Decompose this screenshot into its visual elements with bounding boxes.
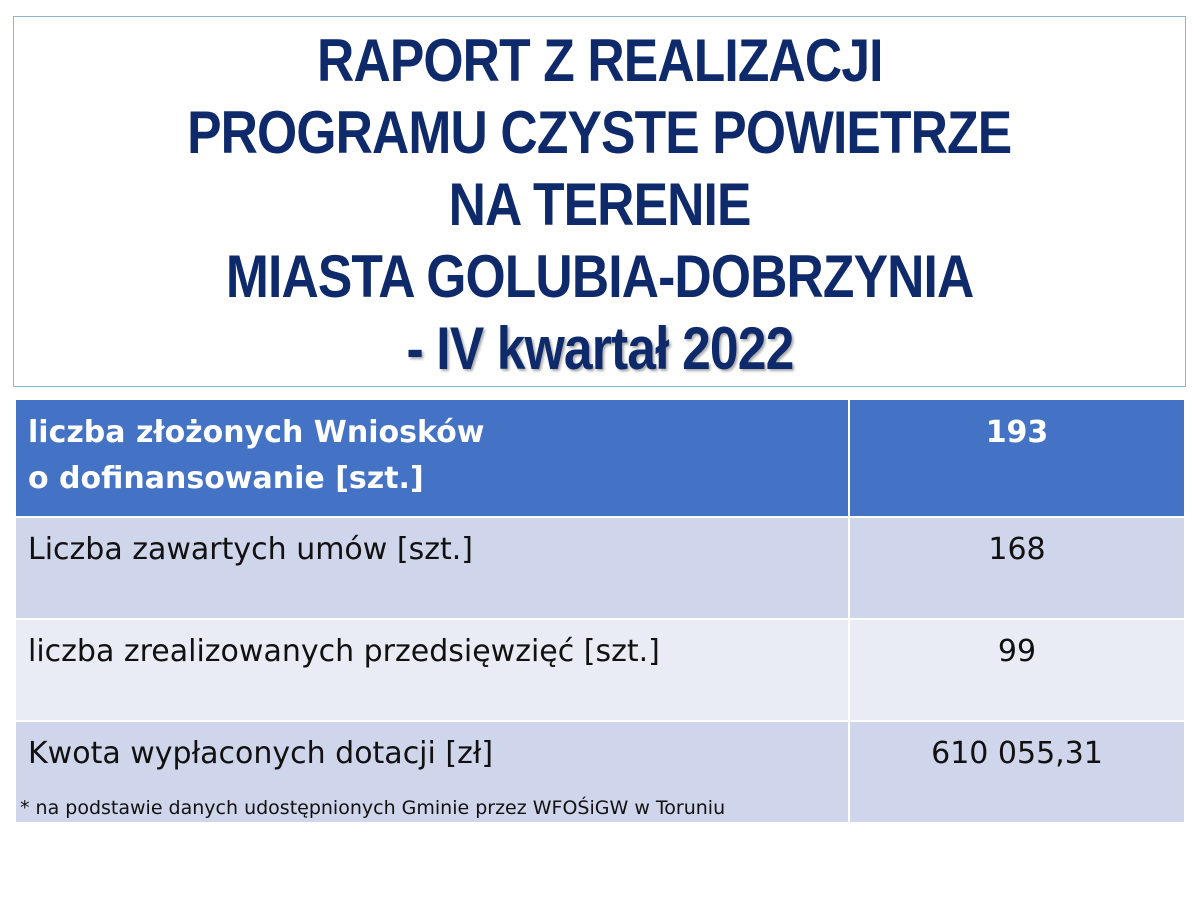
statistics-table bbox=[14, 398, 1186, 824]
row-value: 610 055,31 bbox=[849, 721, 1185, 823]
report-title-line-4: MIASTA GOLUBIA-DOBRZYNIA bbox=[225, 242, 974, 310]
row-label-line-1: Liczba zawartych umów [szt.] bbox=[28, 532, 473, 567]
report-title-line-1: RAPORT Z REALIZACJI bbox=[316, 26, 883, 94]
row-label-line-2: o dofinansowanie [szt.] bbox=[28, 461, 424, 496]
row-value: 193 bbox=[849, 399, 1185, 517]
report-title-line-3: NA TERENIE bbox=[448, 170, 751, 238]
row-label bbox=[15, 619, 849, 721]
row-label-line-1: liczba złożonych Wniosków bbox=[28, 415, 485, 450]
table-row-completed-projects bbox=[15, 619, 1185, 721]
row-label bbox=[15, 517, 849, 619]
table-row-applications bbox=[15, 399, 1185, 517]
row-value: 168 bbox=[849, 517, 1185, 619]
report-title-box bbox=[13, 16, 1186, 387]
row-label bbox=[15, 399, 849, 517]
row-value: 99 bbox=[849, 619, 1185, 721]
source-footnote: * na podstawie danych udostępnionych Gminie przez WFOŚiGW w Toruniu bbox=[20, 797, 726, 819]
report-title-line-5: - IV kwartał 2022 bbox=[406, 314, 793, 382]
table-row-contracts bbox=[15, 517, 1185, 619]
row-label-line-1: liczba zrealizowanych przedsięwzięć [szt.] bbox=[28, 634, 660, 669]
report-title-line-2: PROGRAMU CZYSTE POWIETRZE bbox=[187, 98, 1012, 166]
row-label-line-1: Kwota wypłaconych dotacji [zł] bbox=[28, 736, 494, 771]
